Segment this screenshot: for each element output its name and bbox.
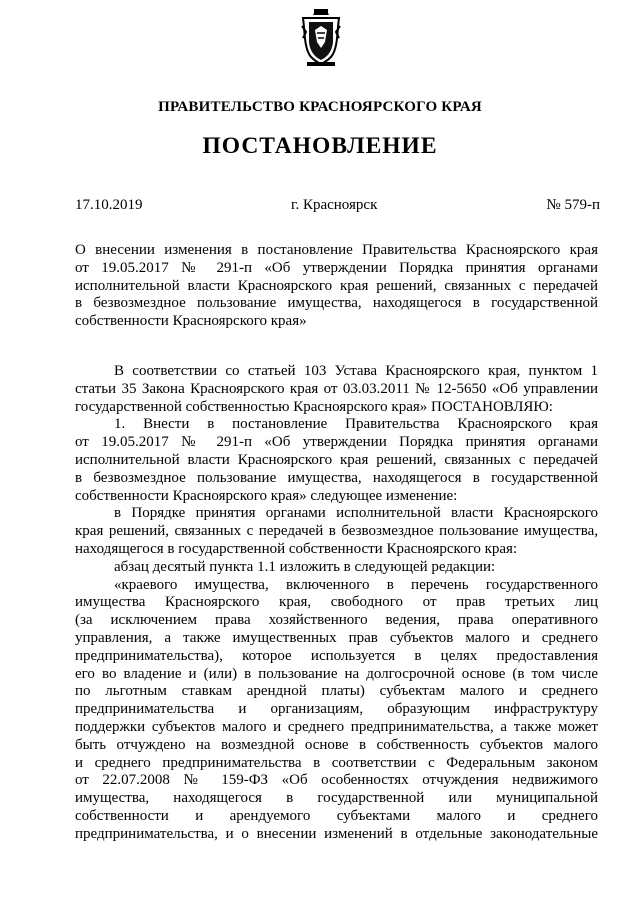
- title-line: О внесении изменения в постановление Правительства Красноярского края: [75, 242, 598, 258]
- body-line: от 22.07.2008 № 159-ФЗ «Об особенностях отчуждения недвижимого: [75, 772, 598, 789]
- body-line: от 19.05.2017 № 291-п «Об утверждении Порядка принятия органами: [75, 434, 598, 451]
- body-line: 1. Внести в постановление Правительства Красноярского края: [114, 416, 598, 433]
- body-line: предпринимательства и организациям, образующим инфраструктуру: [75, 701, 598, 718]
- body-line: исполнительной власти Красноярского края решений, связанных с передачей: [75, 451, 598, 468]
- document-date: 17.10.2019: [75, 197, 143, 213]
- body-line: (за исключением права хозяйственного ведения, права оперативного: [75, 612, 598, 629]
- document-city: г. Красноярск: [291, 197, 378, 213]
- body-line: поддержки субъектов малого и среднего предпринимательства, а также может: [75, 718, 598, 735]
- body-line: управления, а также имущественных прав субъектов малого и среднего: [75, 629, 598, 646]
- body-line: имущества Красноярского края, свободного от прав третьих лиц: [75, 594, 598, 611]
- title-line: исполнительной власти Красноярского края решений, связанных с передачей: [75, 277, 598, 294]
- title-line: в безвозмездное пользование имущества, находящегося в государственной: [75, 295, 598, 312]
- body-line: В соответствии со статьей 103 Устава Красноярского края, пунктом 1: [114, 363, 598, 379]
- body-line: государственной собственностью Красноярского края» ПОСТАНОВЛЯЮ:: [75, 398, 553, 415]
- body-line: в безвозмездное пользование имущества, находящегося в государственной: [75, 469, 598, 486]
- coat-of-arms-icon: [301, 8, 341, 68]
- document-body: [75, 363, 598, 844]
- body-line: в Порядке принятия органами исполнительной власти Красноярского: [114, 505, 598, 522]
- body-line: «краевого имущества, включенного в перечень государственного: [114, 576, 598, 593]
- body-line: собственности и арендуемого субъектами малого и среднего: [75, 807, 598, 824]
- body-line: и среднего предпринимательства в соответствии с Федеральным законом: [75, 754, 598, 771]
- body-line: статьи 35 Закона Красноярского края от 03.03.2011 № 12-5650 «Об управлении: [75, 380, 598, 397]
- document-meta-row: [75, 197, 600, 215]
- body-line: его во владение и (или) в пользование на долгосрочной основе (в том числе: [75, 665, 598, 682]
- document-type-title: ПОСТАНОВЛЕНИЕ: [202, 133, 438, 159]
- body-line: быть отчуждено на возмездной основе в собственность субъектов малого: [75, 736, 598, 753]
- body-line: находящегося в государственной собственности Красноярского края:: [75, 540, 518, 557]
- authority-title: ПРАВИТЕЛЬСТВО КРАСНОЯРСКОГО КРАЯ: [158, 99, 482, 115]
- body-line: предпринимательства), которое используется в целях предоставления: [75, 647, 598, 664]
- body-line: края решений, связанных с передачей в безвозмездное пользование имущества,: [75, 523, 598, 540]
- body-line: предпринимательства, и о внесении изменений в отдельные законодательные: [75, 825, 598, 842]
- body-line: имущества, находящегося в государственной или муниципальной: [75, 790, 598, 807]
- document-number: № 579-п: [546, 197, 600, 213]
- body-line: по льготным ставкам арендной платы) субъектам малого и среднего: [75, 683, 598, 700]
- body-line: собственности Красноярского края» следующее изменение:: [75, 487, 458, 504]
- body-line: абзац десятый пункта 1.1 изложить в следующей редакции:: [114, 558, 496, 575]
- document-subject-title: [75, 242, 598, 331]
- title-line: собственности Красноярского края»: [75, 313, 307, 330]
- title-line: от 19.05.2017 № 291-п «Об утверждении Порядка принятия органами: [75, 259, 598, 276]
